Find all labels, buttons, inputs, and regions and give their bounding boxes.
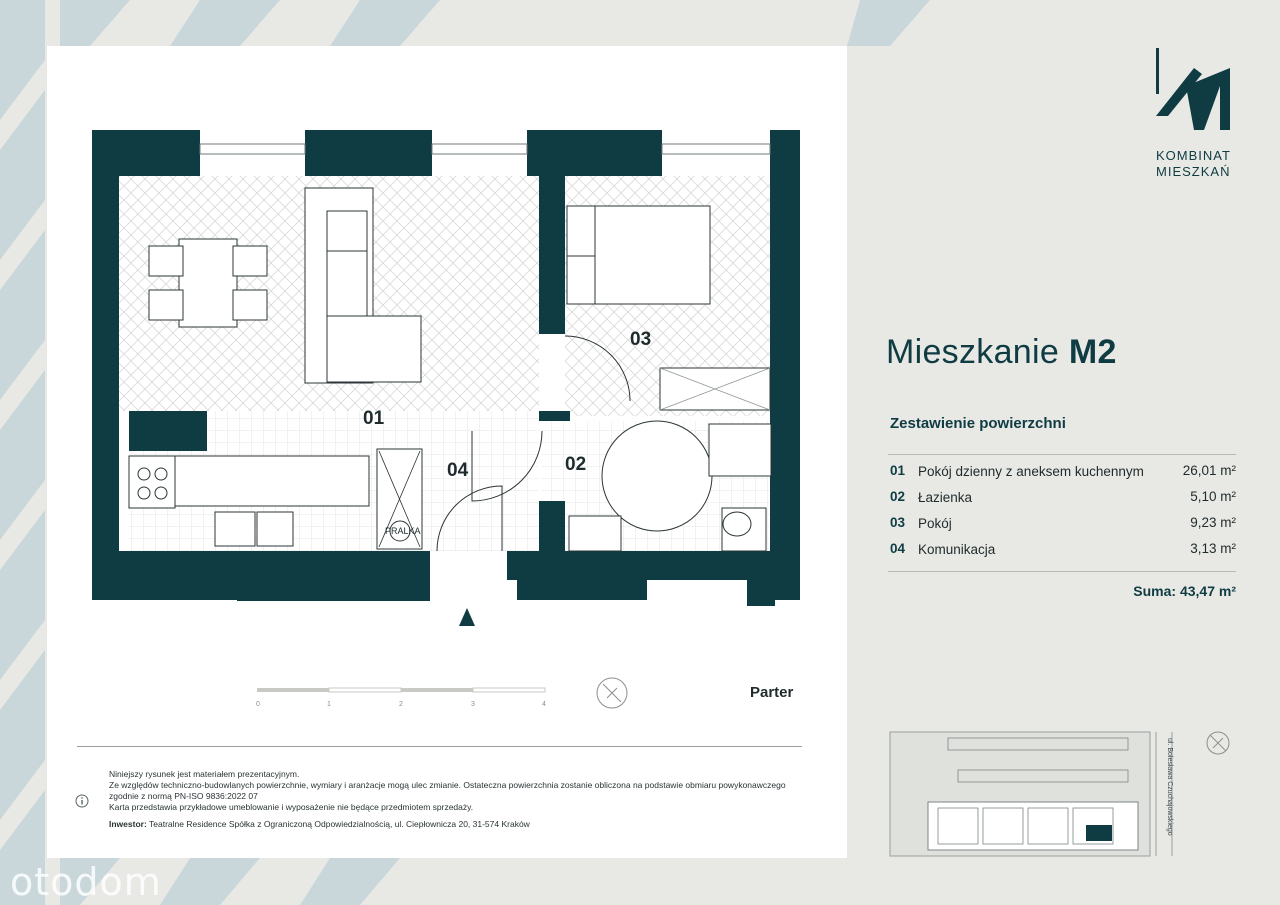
room-number: 03 (890, 515, 906, 530)
room-name: Łazienka (918, 490, 973, 505)
room-name: Pokój dzienny z aneksem kuchennym (918, 464, 1144, 479)
scale-tick-3: 3 (471, 701, 475, 708)
investor-line (109, 819, 789, 830)
site-plan (888, 730, 1238, 858)
room-area: 5,10 m² (1190, 489, 1236, 504)
info-icon (75, 794, 89, 808)
note-line-2: Ze względów techniczno-budowlanych powierzchnie, wymiary i aranżacje mogą ulec zmianie. Ostateczna powierzchnia zostanie obliczona na podstawie obmiaru powykonawczego zgodnie z normą PN-ISO 9836:2022 07 (109, 780, 786, 801)
investor-text: Teatralne Residence Spółka z Ograniczoną Odpowiedzialnością, ul. Ciepłownicza 20, 31-574 Kraków (149, 819, 530, 829)
total-area: Suma: 43,47 m² (1133, 583, 1236, 599)
page-title (886, 333, 1117, 372)
disclaimer-notes (109, 769, 789, 830)
room-label-01: 01 (363, 408, 385, 429)
brand-name (1156, 148, 1231, 180)
room-label-04: 04 (447, 460, 469, 481)
brand-line-2: MIESZKAŃ (1156, 164, 1231, 179)
title-prefix: Mieszkanie (886, 333, 1060, 371)
room-row (888, 507, 1236, 533)
scale-tick-4: 4 (542, 701, 546, 708)
plan-sheet (47, 46, 847, 858)
room-row (888, 533, 1236, 559)
room-area: 9,23 m² (1190, 515, 1236, 530)
room-name: Komunikacja (918, 542, 996, 557)
room-area: 3,13 m² (1190, 541, 1236, 556)
summary-heading: Zestawienie powierzchni (890, 415, 1066, 432)
floor-plan (47, 46, 847, 686)
street-label: ul. Bolesława Czuchajowskiego (1166, 738, 1173, 836)
scale-tick-1: 1 (327, 701, 331, 708)
divider (77, 746, 802, 747)
scale-tick-2: 2 (399, 701, 403, 708)
appliance-label: PRALKA (385, 526, 421, 536)
brand-line-1: KOMBINAT (1156, 148, 1231, 163)
room-number: 01 (890, 463, 906, 478)
room-label-02: 02 (565, 454, 587, 475)
room-number: 02 (890, 489, 906, 504)
note-line-1: Niniejszy rysunek jest materiałem prezentacyjnym. (109, 769, 300, 779)
room-list (888, 454, 1236, 559)
room-area: 26,01 m² (1182, 463, 1236, 478)
investor-label: Inwestor: (109, 819, 147, 829)
title-code: M2 (1068, 333, 1117, 371)
room-number: 04 (890, 541, 906, 556)
floor-label: Parter (750, 684, 794, 701)
compass-icon (595, 676, 629, 710)
scale-bar (256, 687, 556, 711)
note-line-3: Karta przedstawia przykładowe umeblowanie i wyposażenie nie będące przedmiotem sprzedaży. (109, 802, 474, 812)
room-row (888, 481, 1236, 507)
room-label-03: 03 (630, 329, 652, 350)
watermark: otodom (10, 860, 162, 904)
room-list-divider (888, 571, 1236, 572)
room-name: Pokój (918, 516, 952, 531)
room-row (888, 455, 1236, 481)
scale-tick-0: 0 (256, 701, 260, 708)
